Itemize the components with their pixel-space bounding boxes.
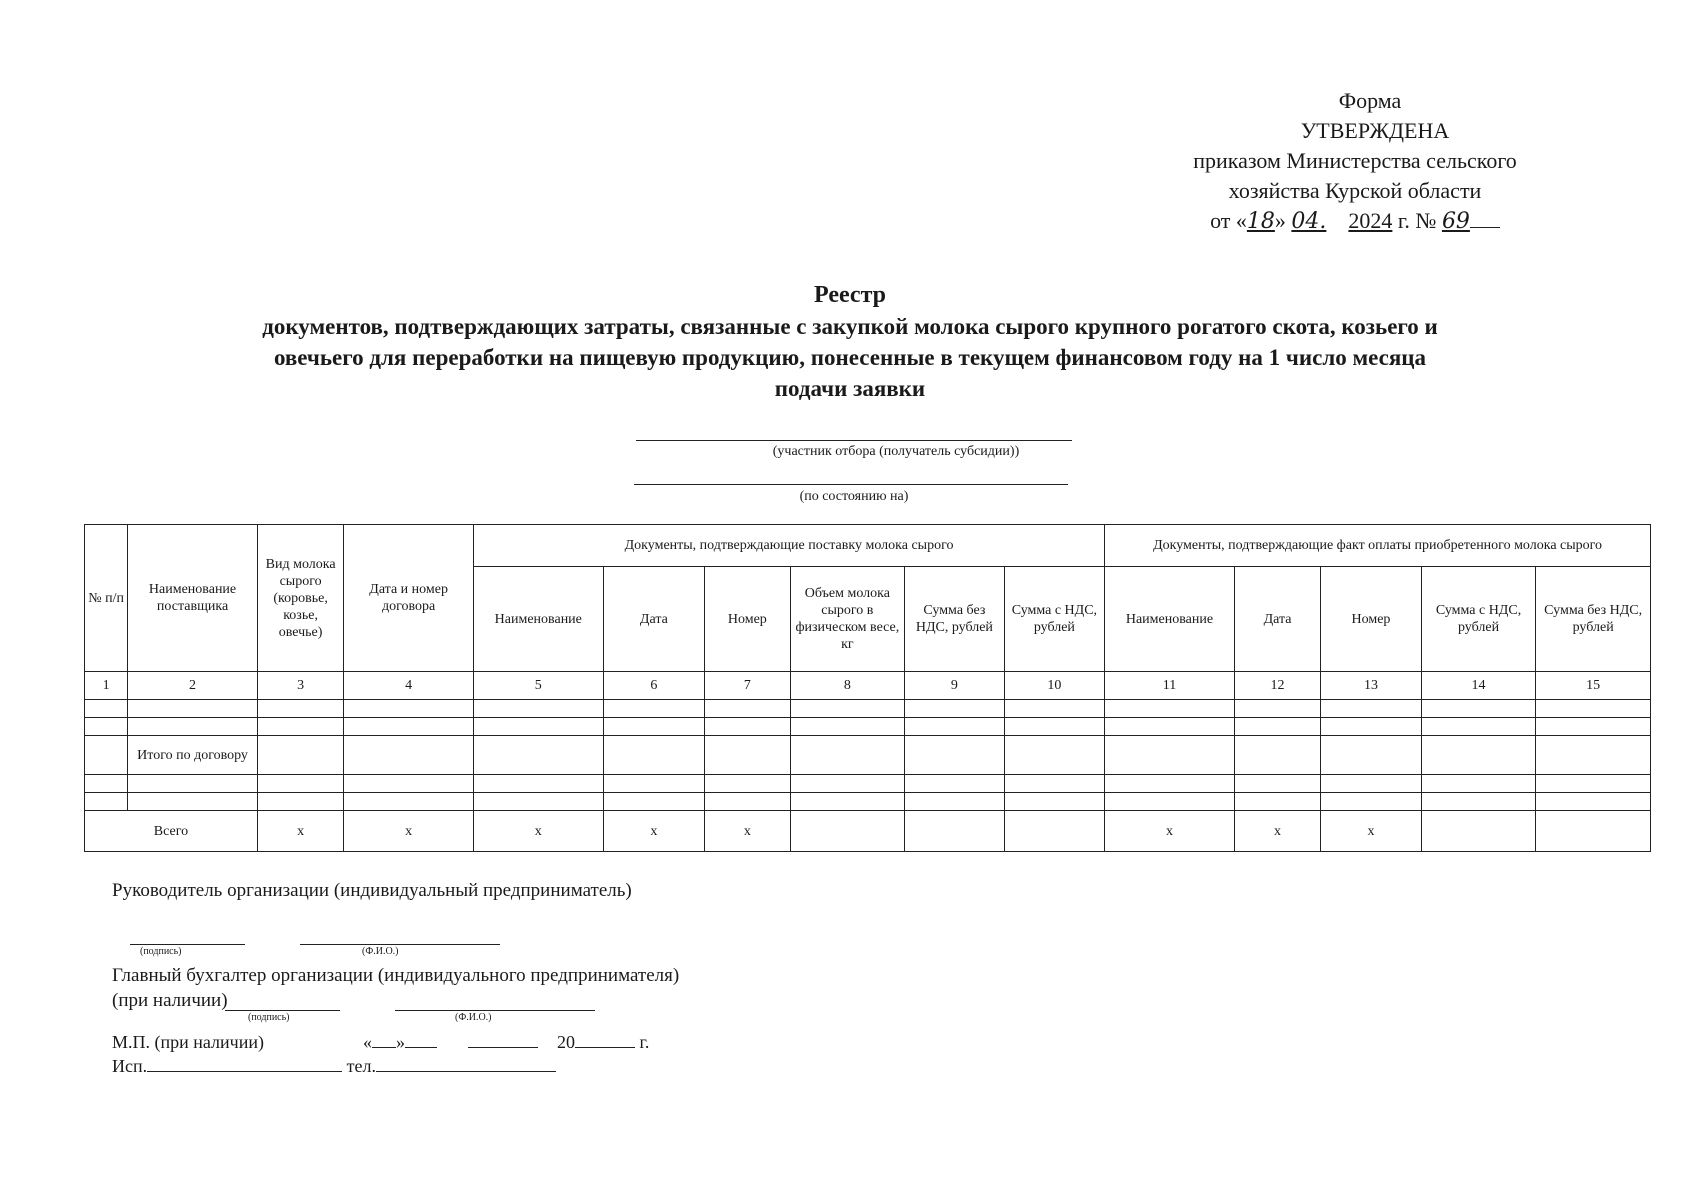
grand-total-cell: х (705, 811, 790, 852)
order-line-1: приказом Министерства сельского (1193, 148, 1517, 173)
contract-total-row[interactable] (85, 736, 1651, 775)
as-of-date-line[interactable] (634, 484, 1068, 485)
grand-total-cell (1421, 811, 1536, 852)
executor-line (112, 1056, 556, 1077)
header-milk-type: Вид молока сырого (коровье, козье, овечье) (257, 525, 343, 672)
header-supply-name: Наименование (473, 567, 603, 672)
title-line-4: подачи заявки (774, 376, 926, 401)
date-close: » (395, 1032, 405, 1052)
col-number: 11 (1105, 672, 1235, 700)
table-row[interactable] (85, 775, 1651, 793)
header-supply-sum-no-vat: Сумма без НДС, рублей (905, 567, 1005, 672)
grand-total-cell: х (1234, 811, 1320, 852)
header-payment-date: Дата (1234, 567, 1320, 672)
order-day: 18 (1246, 209, 1275, 234)
accountant-fio-line[interactable] (395, 1010, 595, 1011)
col-number: 9 (905, 672, 1005, 700)
col-number: 1 (85, 672, 128, 700)
col-number: 5 (473, 672, 603, 700)
grand-total-cell (1004, 811, 1105, 852)
participant-line[interactable] (636, 440, 1072, 441)
form-label: Форма (1338, 88, 1402, 113)
head-signature-line[interactable] (130, 944, 245, 945)
accountant-fio-caption: (Ф.И.О.) (455, 1012, 492, 1023)
date-open: « (362, 1032, 372, 1052)
mp-label: М.П. (при наличии) (112, 1032, 264, 1052)
title-line-2: документов, подтверждающих затраты, связанные с закупкой молока сырого крупного рогатого скота, козьего и (262, 314, 1438, 339)
header-supply-date: Дата (603, 567, 705, 672)
header-payment-group: Документы, подтверждающие факт оплаты приобретенного молока сырого (1105, 525, 1651, 567)
head-fio-caption: (Ф.И.О.) (362, 946, 399, 957)
head-label: Руководитель организации (индивидуальный предприниматель) (112, 880, 632, 901)
grand-total-cell: х (344, 811, 474, 852)
col-number: 4 (344, 672, 474, 700)
approved-label: УТВЕРЖДЕНА (1300, 118, 1450, 143)
date-month-field[interactable] (405, 1047, 437, 1048)
title-main: Реестр (813, 282, 887, 308)
header-supply-volume: Объем молока сырого в физическом весе, кг (790, 567, 905, 672)
phone-label: тел. (346, 1056, 376, 1076)
executor-label: Исп. (112, 1056, 148, 1076)
grand-total-cell: х (1105, 811, 1235, 852)
order-month: 04. (1291, 209, 1327, 234)
grand-total-row[interactable] (85, 811, 1651, 852)
grand-total-cell (790, 811, 905, 852)
grand-total-cell: х (257, 811, 343, 852)
head-signature-caption: (подпись) (140, 946, 182, 957)
executor-field[interactable] (147, 1071, 342, 1072)
register-table (84, 524, 1651, 852)
title-line-3: овечьего для переработки на пищевую продукцию, понесенные в текущем финансовом году на 1 число месяца (273, 345, 1427, 370)
as-of-date-caption: (по состоянию на) (799, 489, 909, 504)
order-date-number (1120, 206, 1590, 237)
table-row[interactable] (85, 718, 1651, 736)
col-number: 7 (705, 672, 790, 700)
year-suffix: г. (639, 1032, 650, 1052)
header-payment-sum-no-vat: Сумма без НДС, рублей (1536, 567, 1651, 672)
col-number: 8 (790, 672, 905, 700)
table-row[interactable] (85, 793, 1651, 811)
phone-field[interactable] (376, 1071, 556, 1072)
grand-total-cell (905, 811, 1005, 852)
order-mid: » (1274, 208, 1286, 233)
header-payment-number: Номер (1321, 567, 1422, 672)
order-prefix: от « (1210, 208, 1247, 233)
contract-total-label: Итого по договору (128, 736, 258, 775)
year-prefix: 20 (556, 1032, 575, 1052)
accountant-signature-line[interactable] (225, 1010, 340, 1011)
col-number: 12 (1234, 672, 1320, 700)
order-number-line (1470, 227, 1500, 228)
header-payment-name: Наименование (1105, 567, 1235, 672)
accountant-label: Главный бухгалтер организации (индивидуального предпринимателя) (112, 965, 680, 986)
col-number: 2 (128, 672, 258, 700)
col-number: 6 (603, 672, 705, 700)
participant-caption: (участник отбора (получатель субсидии)) (772, 444, 1020, 459)
date-month-name-field[interactable] (468, 1047, 538, 1048)
order-suffix: г. № (1397, 208, 1437, 233)
col-number: 13 (1321, 672, 1422, 700)
order-line-2: хозяйства Курской области (1228, 178, 1482, 203)
header-supply-number: Номер (705, 567, 790, 672)
head-fio-line[interactable] (300, 944, 500, 945)
table-row[interactable] (85, 700, 1651, 718)
header-supplier: Наименование поставщика (128, 525, 258, 672)
date-day-field[interactable] (372, 1047, 396, 1048)
year-field[interactable] (575, 1047, 635, 1048)
header-payment-sum-vat: Сумма с НДС, рублей (1421, 567, 1536, 672)
grand-total-cell: х (603, 811, 705, 852)
col-number: 10 (1004, 672, 1105, 700)
accountant-signature-caption: (подпись) (248, 1012, 290, 1023)
header-num: № п/п (85, 525, 128, 672)
seal-and-date-line (112, 1032, 649, 1053)
grand-total-cell: х (1321, 811, 1422, 852)
grand-total-cell: х (473, 811, 603, 852)
header-supply-sum-vat: Сумма с НДС, рублей (1004, 567, 1105, 672)
header-contract: Дата и номер договора (344, 525, 474, 672)
document-title (100, 280, 1600, 404)
order-number: 69 (1441, 209, 1470, 234)
col-number: 3 (257, 672, 343, 700)
accountant-sub: (при наличии) (112, 990, 228, 1011)
grand-total-label: Всего (85, 811, 258, 852)
grand-total-cell (1536, 811, 1651, 852)
column-numbers-row (85, 672, 1651, 700)
order-year: 2024 (1348, 208, 1393, 233)
header-supply-group: Документы, подтверждающие поставку молока сырого (473, 525, 1104, 567)
col-number: 14 (1421, 672, 1536, 700)
col-number: 15 (1536, 672, 1651, 700)
approval-stamp (1120, 86, 1590, 237)
